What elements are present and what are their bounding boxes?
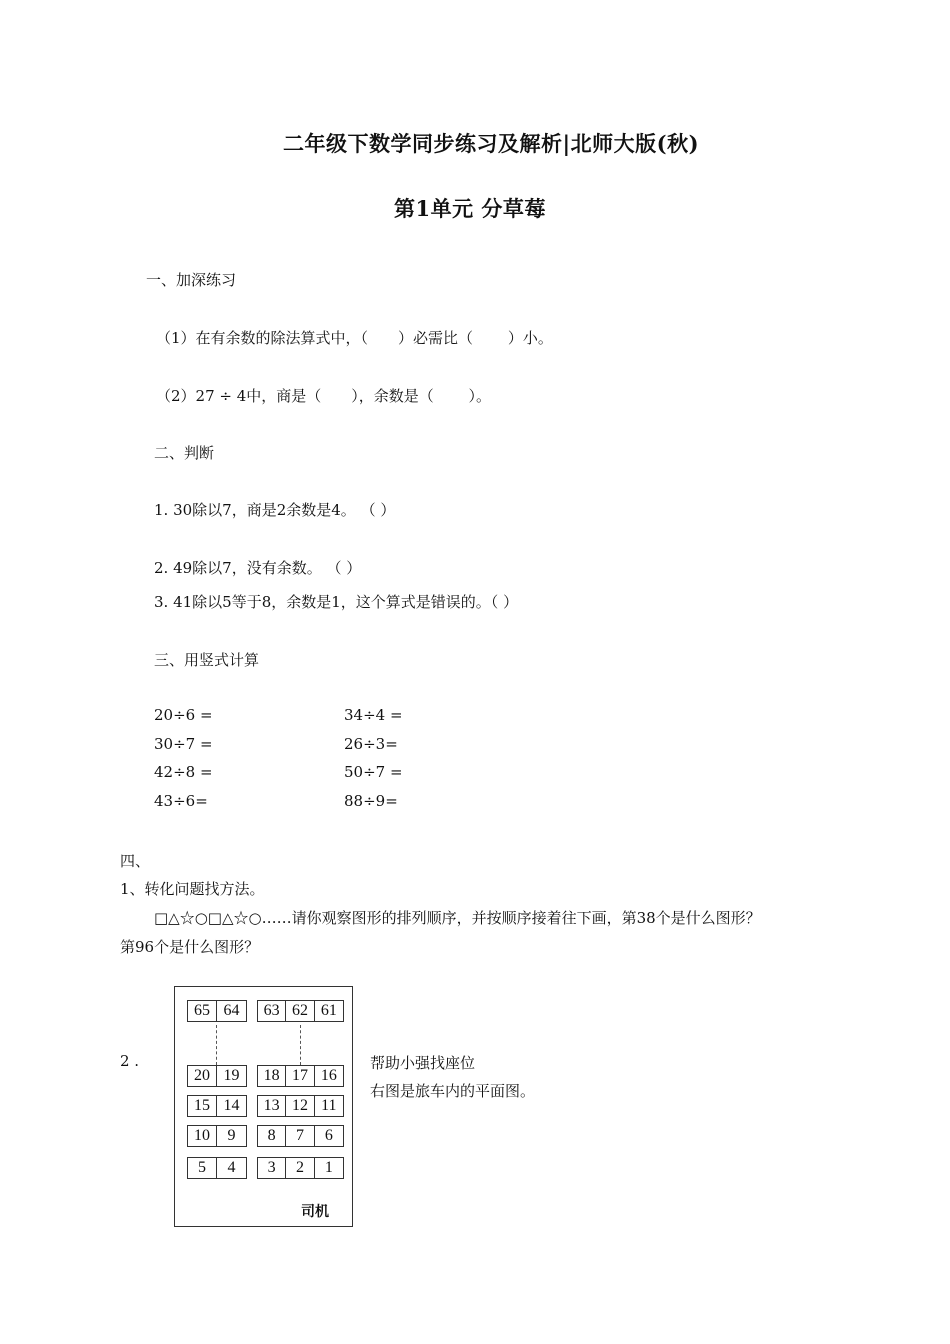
seat-group-right [257,1157,344,1179]
seat-group-left [187,1065,247,1087]
aisle-gap-marker [300,1025,301,1065]
calc-left-4: 43÷6= [154,792,208,810]
bus-seat-diagram [174,986,353,1227]
driver-label: 司机 [301,1204,329,1220]
seat-group-left [187,1000,247,1022]
seat: 19 [223,1067,240,1084]
q2-line-2: 右图是旅车内的平面图。 [370,1082,536,1100]
q2-line-1: 帮助小强找座位 [370,1054,476,1072]
seat: 62 [286,1001,314,1021]
section2-item-3: 3. 41除以5等于8，余数是1，这个算式是错误的。（ ） [154,593,519,611]
seat: 64 [223,1002,240,1019]
seat: 65 [188,1001,217,1021]
calc-left-1: 20÷6 = [154,706,213,724]
section3-heading: 三、用竖式计算 [154,651,260,669]
calc-right-2: 26÷3= [344,735,398,753]
q1-line-2: 第96个是什么图形？ [120,938,260,956]
section1-item-2: （2）27 ÷ 4中，商是（ ），余数是（ ）。 [156,387,492,405]
seat: 6 [324,1127,333,1144]
seat: 12 [286,1096,314,1116]
seat: 5 [188,1158,217,1178]
section1-heading: 一、加深练习 [146,271,237,289]
seat: 2 [286,1158,314,1178]
seat: 9 [227,1127,236,1144]
section1-item-1: （1）在有余数的除法算式中，（ ）必需比（ ）小。 [156,329,553,347]
seat: 20 [188,1066,217,1086]
seat-group-left [187,1095,247,1117]
seat: 16 [320,1067,337,1084]
seat-group-right [257,1065,344,1087]
page-title: 二年级下数学同步练习及解析|北师大版(秋) [283,131,700,156]
unit-title: 第1单元 分草莓 [394,196,546,221]
seat-group-right [257,1125,344,1147]
calc-left-3: 42÷8 = [154,763,213,781]
q1-title: 1、转化问题找方法。 [120,880,265,898]
seat: 1 [324,1159,333,1176]
calc-right-3: 50÷7 = [344,763,403,781]
seat: 4 [227,1159,236,1176]
seat: 61 [320,1002,337,1019]
calc-right-4: 88÷9= [344,792,398,810]
seat: 10 [188,1126,217,1146]
q1-line-1: □△☆○□△☆○……请你观察图形的排列顺序，并按顺序接着往下画，第38个是什么图形？ [154,909,761,927]
seat-group-right [257,1000,344,1022]
seat: 63 [258,1001,286,1021]
seat-group-right [257,1095,344,1117]
seat: 17 [286,1066,314,1086]
aisle-gap-marker [216,1025,217,1065]
seat-group-left [187,1157,247,1179]
section2-item-1: 1. 30除以7，商是2余数是4。 （ ） [154,501,396,519]
section4-heading: 四、 [120,852,151,870]
calc-right-1: 34÷4 = [344,706,403,724]
section2-item-2: 2. 49除以7，没有余数。 （ ） [154,559,362,577]
seat-group-left [187,1125,247,1147]
seat: 15 [188,1096,217,1116]
seat: 11 [321,1097,337,1114]
seat: 18 [258,1066,286,1086]
calc-left-2: 30÷7 = [154,735,213,753]
seat: 8 [258,1126,286,1146]
q2-number: 2 . [120,1052,140,1070]
seat: 14 [223,1097,240,1114]
seat: 7 [286,1126,314,1146]
seat: 13 [258,1096,286,1116]
seat: 3 [258,1158,286,1178]
section2-heading: 二、判断 [154,444,215,462]
